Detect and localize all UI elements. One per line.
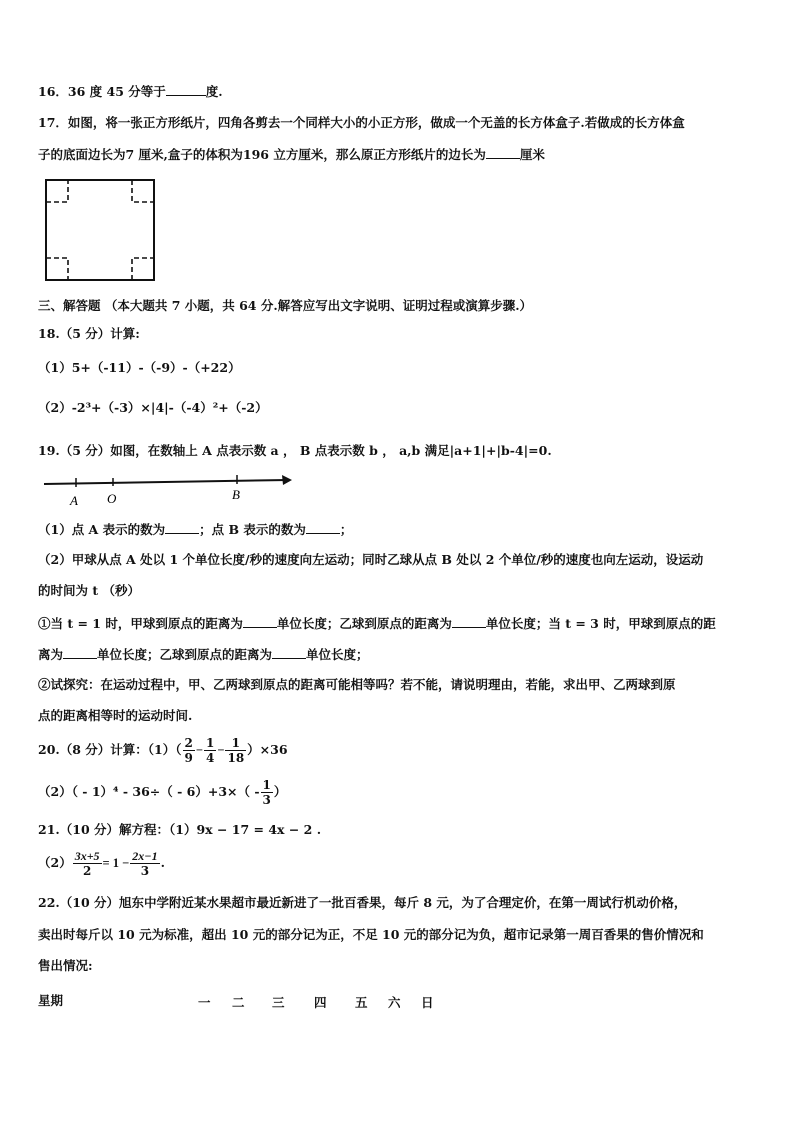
q20-p2-end: ） [273, 784, 287, 799]
weekday-cell: 四 [314, 995, 327, 1010]
q21-part2 [38, 846, 165, 880]
q20-p2-text: （2）（ - 1）⁴ - 36÷（ - 6）+3×（ - [38, 784, 260, 799]
answer-blank [243, 615, 277, 628]
q18-part2: （2）-2³+（-3）×|4|-（-4）²+（-2） [38, 400, 268, 415]
q19-c1-text-b: 单位长度；乙球到原点的距离为 [276, 616, 452, 631]
q19-c1-text-e: 单位长度；乙球到原点的距离为 [97, 647, 273, 662]
q21-end: . [160, 855, 165, 870]
number-line-figure [40, 470, 310, 510]
fraction: $\frac{1}{3}$ [262, 778, 271, 807]
fraction: $\frac{3x+5}{2}$ [74, 849, 100, 878]
q18-title: 18.（5 分）计算: [38, 326, 140, 341]
q17-line2 [38, 146, 545, 163]
q20-part1: 20.（8 分）计算：（1）（ $\frac{2}{9}$ − $\frac{1}{4}$ − $\frac{1}{18}$ ）×36 [38, 736, 288, 765]
q19-p1-text-b: ；点 B 表示的数为 [199, 522, 306, 537]
weekday-cell: 二 [232, 995, 245, 1010]
q19-part2: （2）甲球从点 A 处以 1 个单位长度/秒的速度向左运动；同时乙球从点 B 处以 2 个单位/秒的速度也向左运动，设运动 [38, 552, 704, 567]
fraction: $\frac{2}{9}$ [184, 736, 193, 765]
answer-blank [166, 83, 206, 96]
q20-part2 [38, 776, 286, 808]
fraction: $\frac{1}{18}$ [227, 736, 245, 765]
q21-mid: = 1 − [102, 856, 130, 870]
q16-unit: 度. [205, 84, 223, 99]
q17-line1: 17．如图，将一张正方形纸片，四角各剪去一个同样大小的小正方形，做成一个无盖的长方体盒子.若做成的长方体盒 [38, 115, 685, 130]
q22-line2: 卖出时每斤以 10 元为标准，超出 10 元的部分记为正，不足 10 元的部分记为负，超市记录第一周百香果的售价情况和 [38, 927, 704, 942]
q19-c1-text-d: 离为 [38, 647, 64, 662]
q21-part1: 21.（10 分）解方程：（1）9x − 17 = 4x − 2 . [38, 822, 322, 837]
q21-p2-label: （2） [38, 855, 72, 870]
answer-blank [486, 146, 520, 159]
question-16 [38, 83, 223, 100]
q22-line3: 售出情况: [38, 958, 93, 973]
weekday-cell: 五 [355, 995, 368, 1010]
q19-c1-text-c: 单位长度；当 t = 3 时，甲球到原点的距 [485, 616, 716, 631]
answer-blank [452, 615, 486, 628]
weekday-cell: 三 [272, 995, 285, 1010]
fraction: $\frac{2x-1}{3}$ [132, 849, 158, 878]
answer-blank [272, 646, 306, 659]
fraction: $\frac{1}{4}$ [205, 736, 215, 765]
weekday-cell: 一 [198, 995, 211, 1010]
q19-part1 [38, 521, 352, 538]
origin-label: O [107, 491, 117, 506]
weekday-cell: 日 [421, 995, 434, 1010]
table-header-weekday: 星期 [38, 993, 64, 1008]
paper-cut-figure [42, 176, 160, 286]
q19-c1-text: ①当 t = 1 时，甲球到原点的距离为 [38, 616, 243, 631]
q19-c1-text-f: 单位长度； [306, 647, 369, 662]
q19-p1-text: （1）点 A 表示的数为 [38, 522, 166, 537]
answer-blank [63, 646, 97, 659]
q19-p1-end: ； [339, 522, 353, 537]
q19-case1 [38, 615, 716, 632]
q19-case2-b: 点的距离相等时的运动时间. [38, 708, 193, 723]
q20-title: 20.（8 分）计算：（1）（ [38, 742, 182, 757]
q17-unit: 厘米 [519, 147, 545, 162]
section-3-heading: 三、解答题 （本大题共 7 小题，共 64 分.解答应写出文字说明、证明过程或演算步骤.） [38, 298, 533, 313]
q17-text: 子的底面边长为7 厘米,盒子的体积为196 立方厘米，那么原正方形纸片的边长为 [38, 147, 486, 162]
weekday-cell: 六 [388, 995, 401, 1010]
q19-part2-b: 的时间为 t （秒） [38, 583, 140, 598]
point-a-label: A [70, 493, 78, 508]
q16-text: 16．36 度 45 分等于 [38, 84, 166, 99]
q19-case1-b [38, 646, 369, 663]
q22-line1: 22.（10 分）旭东中学附近某水果超市最近新进了一批百香果，每斤 8 元，为了合理定价，在第一周试行机动价格， [38, 895, 687, 910]
answer-blank [306, 521, 340, 534]
q18-part1: （1）5+（-11）-（-9）-（+22） [38, 360, 241, 375]
answer-blank [165, 521, 199, 534]
q19-stem: 19.（5 分）如图，在数轴上 A 点表示数 a ， B 点表示数 b ， a,b 满足|a+1|+|b-4|=0. [38, 443, 552, 458]
q19-case2: ②试探究：在运动过程中，甲、乙两球到原点的距离可能相等吗？若不能，请说明理由，若能，求出甲、乙两球到原 [38, 677, 676, 692]
q20-tail: ）×36 [247, 742, 288, 757]
point-b-label: B [232, 487, 240, 502]
